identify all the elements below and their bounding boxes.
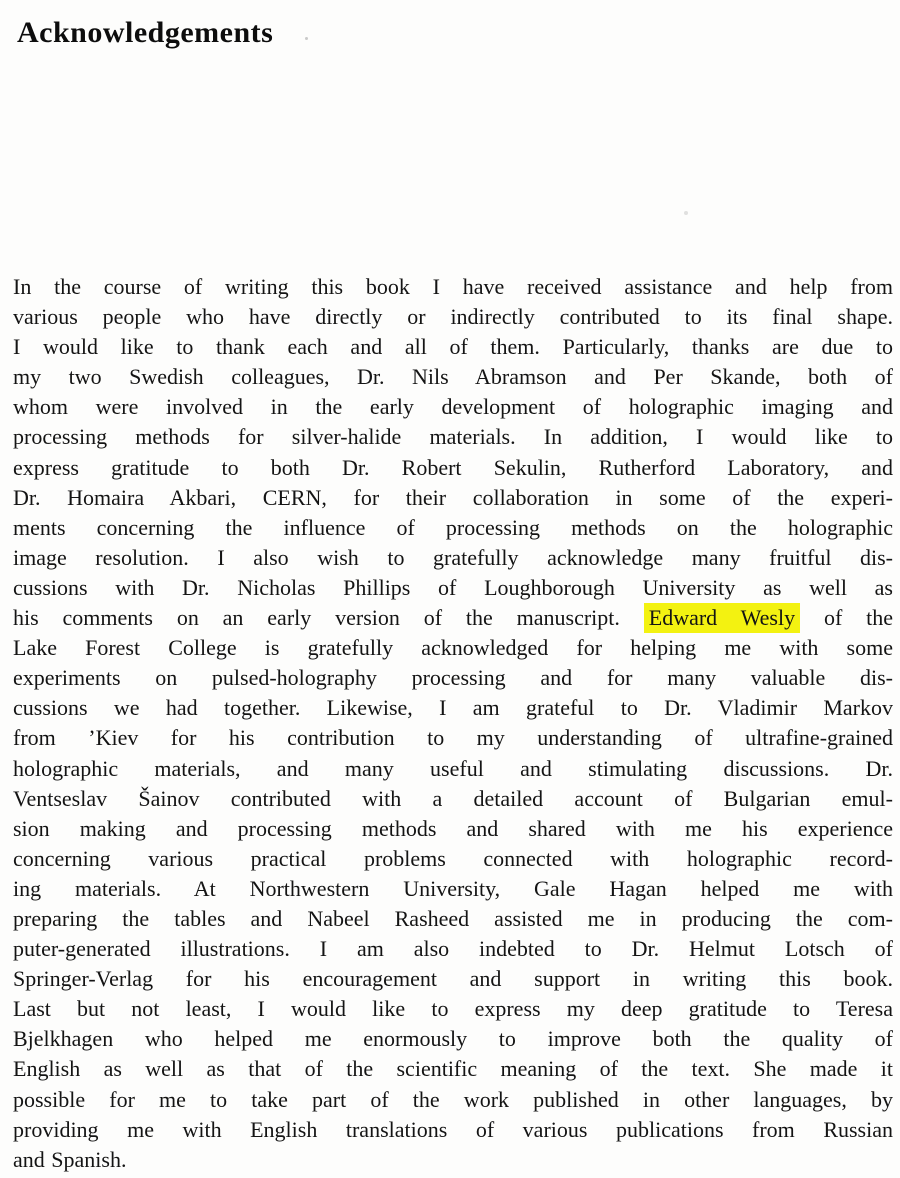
text-line: experiments on pulsed-holography processing and for many valuable dis-: [13, 665, 893, 691]
text-line: image resolution. I also wish to gratefully acknowledge many fruitful dis-: [13, 544, 893, 570]
text-line: Last but not least, I would like to express my deep gratitude to Teresa: [13, 996, 893, 1022]
text-line: processing methods for silver-halide materials. In addition, I would like to: [13, 424, 893, 450]
page-title: Acknowledgements: [17, 16, 274, 50]
text-line: preparing the tables and Nabeel Rasheed assisted me in producing the com-: [13, 905, 893, 931]
scan-artifact: [305, 37, 308, 40]
text-line: cussions with Dr. Nicholas Phillips of Loughborough University as well as: [13, 574, 893, 600]
highlighted-text: Edward Wesly: [644, 603, 800, 633]
text-line: possible for me to take part of the work published in other languages, by: [13, 1086, 893, 1112]
text-line: my two Swedish colleagues, Dr. Nils Abramson and Per Skande, both of: [13, 364, 893, 390]
text-line: Bjelkhagen who helped me enormously to improve both the quality of: [13, 1026, 893, 1052]
text-line: cussions we had together. Likewise, I am grateful to Dr. Vladimir Markov: [13, 695, 893, 721]
text-line: holographic materials, and many useful and stimulating discussions. Dr.: [13, 755, 893, 781]
text-line: Lake Forest College is gratefully acknowledged for helping me with some: [13, 635, 893, 661]
text-line: English as well as that of the scientific meaning of the text. She made it: [13, 1056, 893, 1082]
text-line: and Spanish.: [13, 1146, 127, 1172]
text-line: various people who have directly or indirectly contributed to its final shape.: [13, 304, 893, 330]
text-line: puter-generated illustrations. I am also indebted to Dr. Helmut Lotsch of: [13, 936, 893, 962]
text-line: providing me with English translations of various publications from Russian: [13, 1116, 893, 1142]
text-line: Springer-Verlag for his encouragement and support in writing this book.: [13, 966, 893, 992]
text-line: Ventseslav Šainov contributed with a detailed account of Bulgarian emul-: [13, 785, 893, 811]
acknowledgements-paragraph: [13, 272, 893, 1175]
text-line: sion making and processing methods and shared with me his experience: [13, 815, 893, 841]
text-line-with-highlight: [13, 603, 893, 633]
text-line: concerning various practical problems connected with holographic record-: [13, 845, 893, 871]
text-line: ments concerning the influence of processing methods on the holographic: [13, 514, 893, 540]
text-line: whom were involved in the early development of holographic imaging and: [13, 394, 893, 420]
text-line: In the course of writing this book I have received assistance and help from: [13, 274, 893, 299]
text-line: ing materials. At Northwestern University, Gale Hagan helped me with: [13, 875, 893, 901]
text-line: express gratitude to both Dr. Robert Sekulin, Rutherford Laboratory, and: [13, 454, 893, 480]
text-segment: of the: [800, 605, 894, 631]
text-segment: his comments on an early version of the manuscript.: [13, 605, 644, 631]
text-line: Dr. Homaira Akbari, CERN, for their collaboration in some of the experi-: [13, 484, 893, 510]
scan-artifact: [684, 211, 688, 215]
text-line: I would like to thank each and all of them. Particularly, thanks are due to: [13, 334, 893, 360]
text-line: from ’Kiev for his contribution to my understanding of ultrafine-grained: [13, 725, 893, 751]
